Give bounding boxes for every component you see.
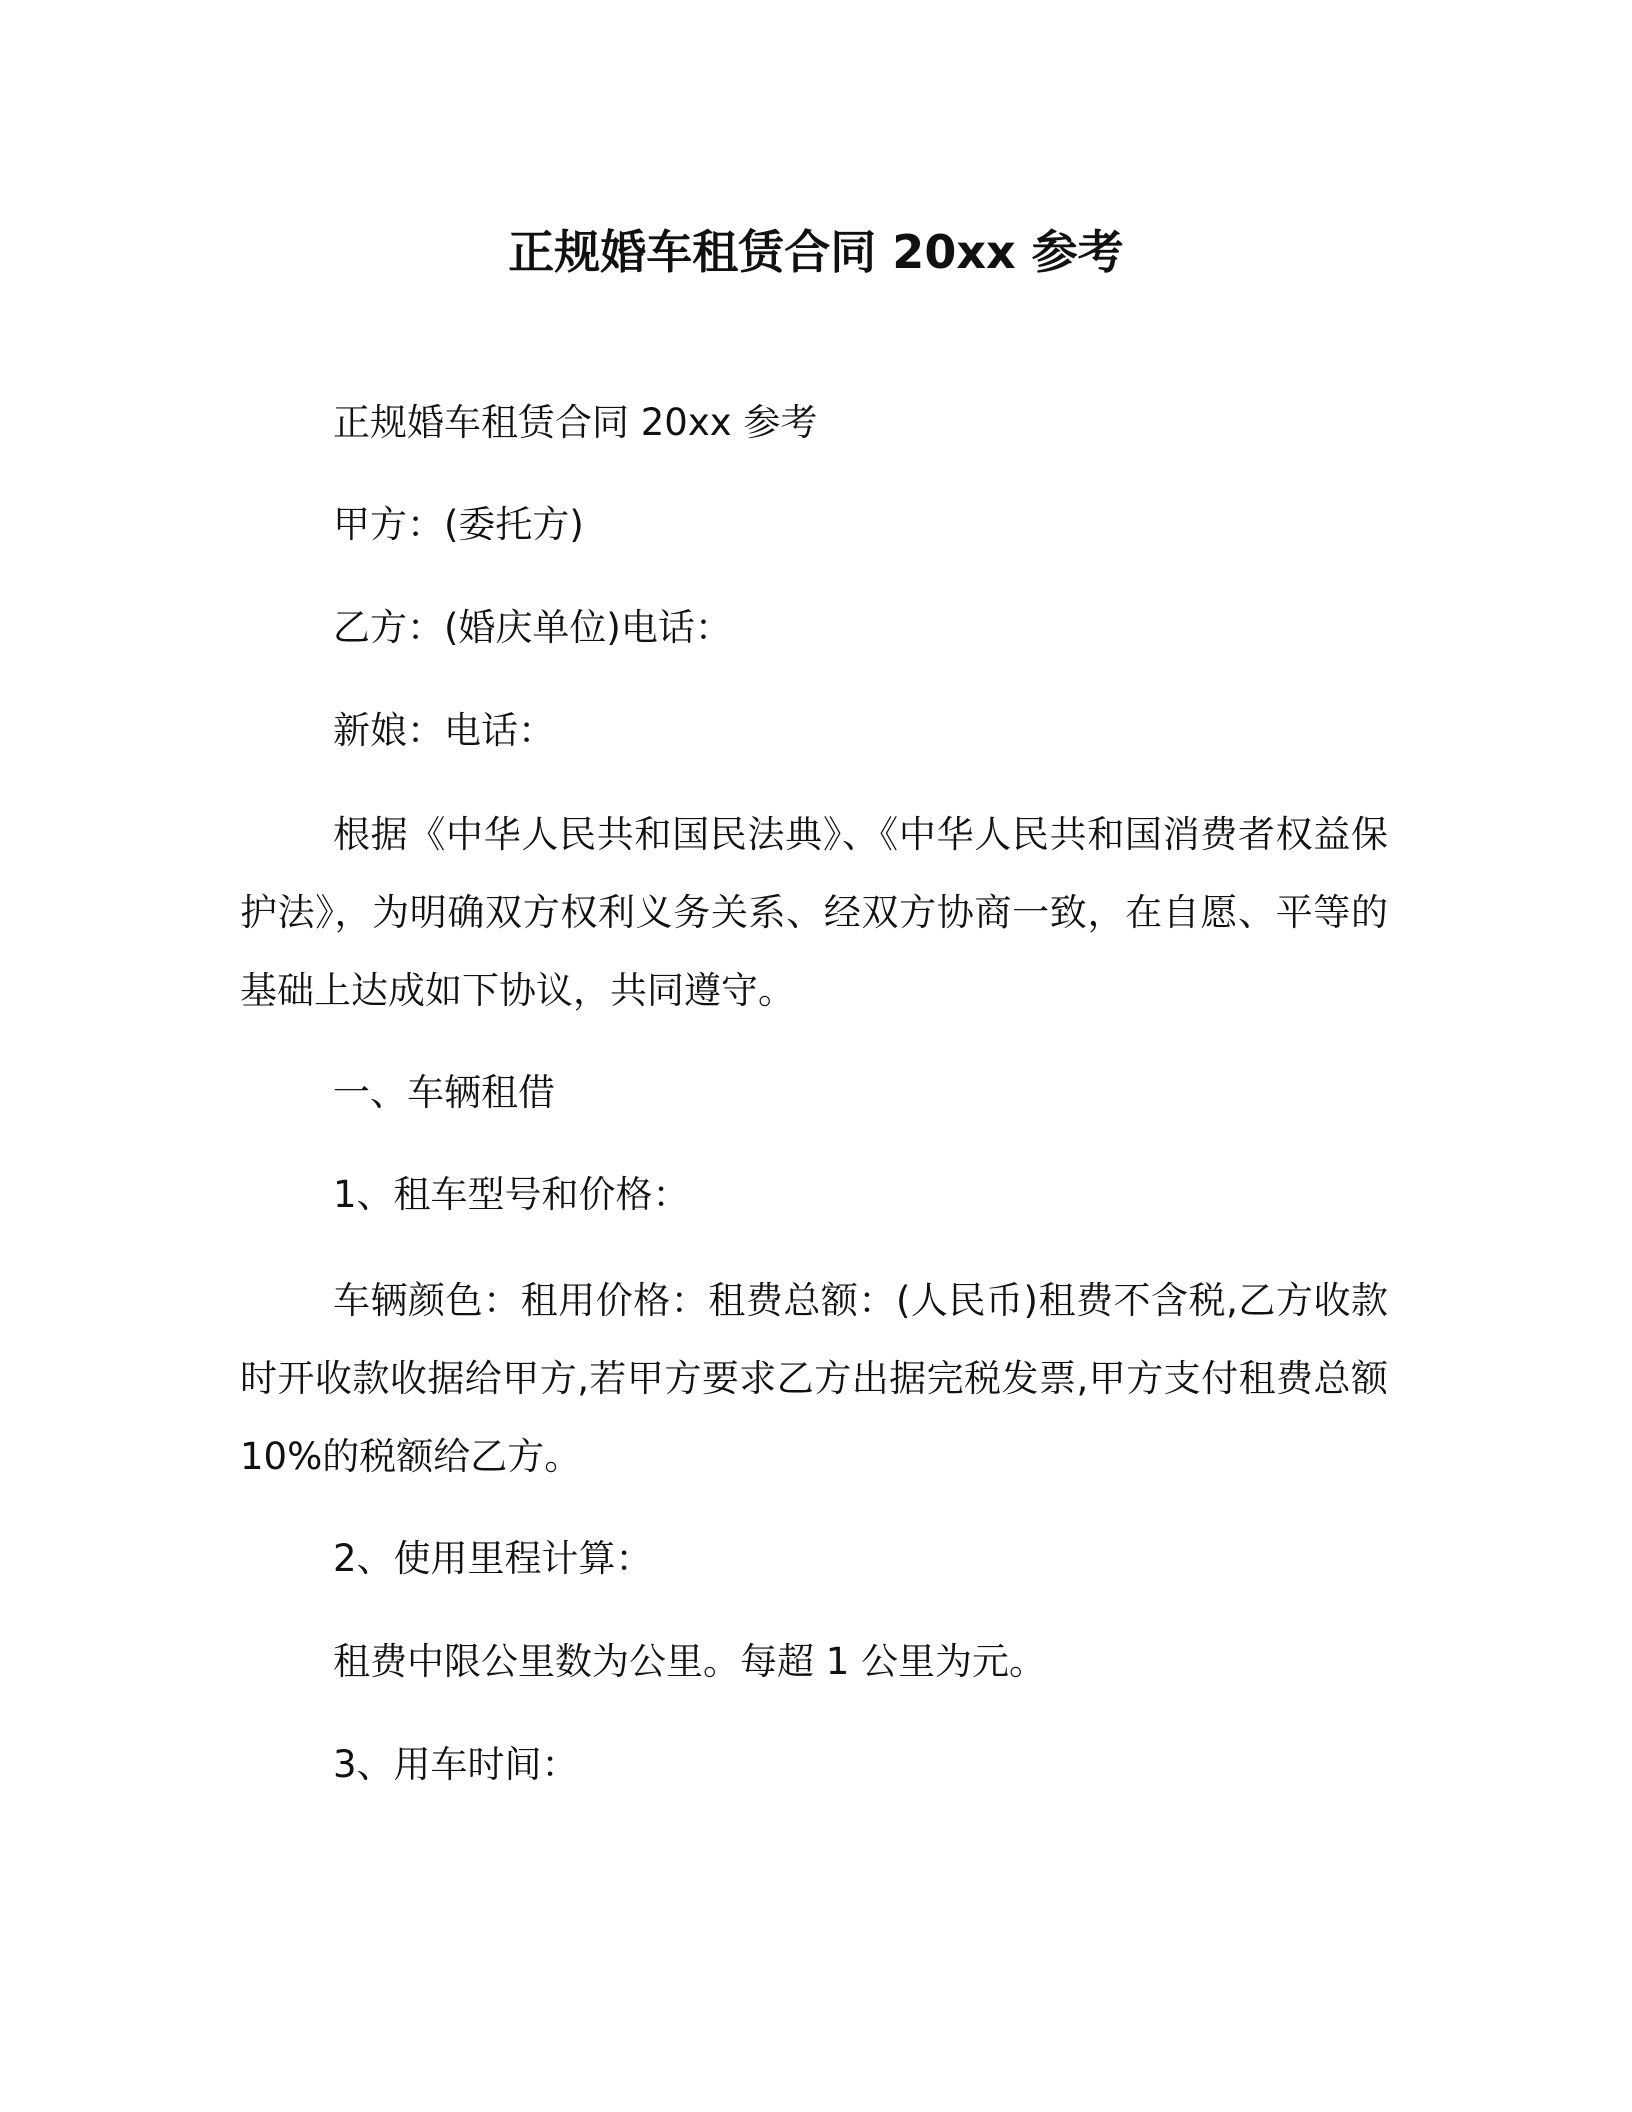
section-heading-vehicle-rental: 一、车辆租借 — [333, 1071, 555, 1114]
document-subtitle: 正规婚车租赁合同 20xx 参考 — [333, 401, 818, 444]
item-heading-usage-time: 3、用车时间： — [333, 1743, 579, 1786]
item-heading-mileage: 2、使用里程计算： — [333, 1537, 653, 1580]
party-b-line: 乙方：(婚庆单位)电话： — [333, 606, 732, 649]
party-a-line: 甲方：(委托方) — [333, 503, 584, 546]
intro-paragraph: 根据《中华人民共和国民法典》、《中华人民共和国消费者权益保护法》，为明确双方权利义务关系、经双方协商一致，在自愿、平等的基础上达成如下协议，共同遵守。 — [240, 813, 1388, 1012]
bride-line: 新娘：电话： — [333, 709, 555, 752]
item-body-mileage: 租费中限公里数为公里。每超 1 公里为元。 — [333, 1640, 1047, 1683]
document-title: 正规婚车租赁合同 20xx 参考 — [508, 225, 1124, 279]
item-heading-model-price: 1、租车型号和价格： — [333, 1173, 690, 1216]
item-body-model-price: 车辆颜色：租用价格：租费总额：(人民币)租费不含税,乙方收款时开收款收据给甲方,若甲方要求乙方出据完税发票,甲方支付租费总额 10%的税额给乙方。 — [240, 1279, 1388, 1478]
